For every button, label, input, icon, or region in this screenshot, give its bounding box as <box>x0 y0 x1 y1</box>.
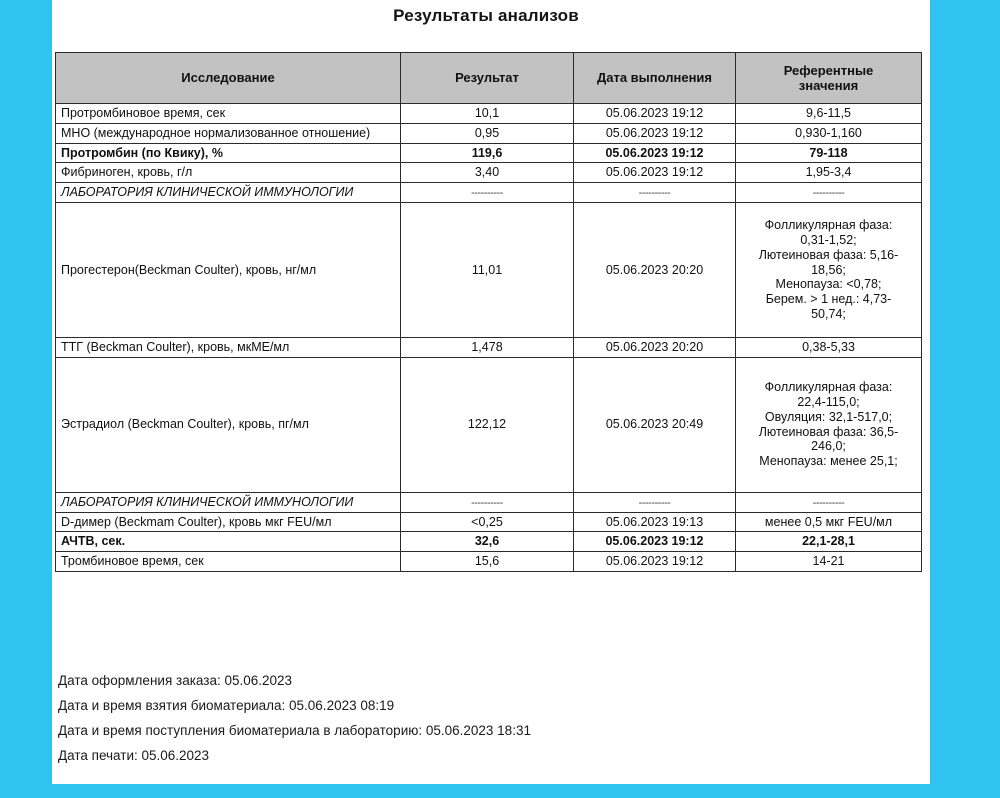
cell-study-name: ЛАБОРАТОРИЯ КЛИНИЧЕСКОЙ ИММУНОЛОГИИ <box>56 492 401 512</box>
cell-reference-values: 22,1-28,1 <box>736 532 922 552</box>
reference-line: 22,4-115,0; <box>797 395 860 410</box>
cell-result-value: 32,6 <box>401 532 574 552</box>
dashed-placeholder: ---------- <box>812 496 845 509</box>
dashed-placeholder: ---------- <box>812 187 845 199</box>
cell-study-name: Протромбиновое время, сек <box>56 104 401 124</box>
document-footer <box>56 670 928 769</box>
cell-study-name: АЧТВ, сек. <box>56 532 401 552</box>
column-header-reference <box>736 53 922 104</box>
cell-reference-values: 14-21 <box>736 552 922 572</box>
cell-study-name: Тромбиновое время, сек <box>56 552 401 572</box>
column-header-reference-line1: Референтные <box>783 62 874 78</box>
cell-reference-values <box>736 492 922 512</box>
cell-reference-values <box>736 202 922 337</box>
cell-result-value <box>401 183 574 203</box>
footer-line: Дата и время взятия биоматериала: 05.06.2023 08:19 <box>58 697 395 713</box>
table-row <box>56 104 922 124</box>
reference-line: Берем. > 1 нед.: 4,73- <box>765 292 892 307</box>
cell-result-value: 122,12 <box>401 357 574 492</box>
table-row <box>56 337 922 357</box>
page-title: Результаты анализов <box>393 6 579 25</box>
cell-study-name: Фибриноген, кровь, г/л <box>56 163 401 183</box>
cell-completion-date: 05.06.2023 19:12 <box>574 163 736 183</box>
reference-line: Менопауза: менее 25,1; <box>759 454 898 469</box>
cell-completion-date <box>574 492 736 512</box>
cell-result-value: 11,01 <box>401 202 574 337</box>
reference-line: 18,56; <box>811 262 846 277</box>
footer-line: Дата оформления заказа: 05.06.2023 <box>58 673 293 688</box>
cell-reference-values: 1,95-3,4 <box>736 163 922 183</box>
cell-completion-date <box>574 183 736 203</box>
reference-line: Фолликулярная фаза: <box>764 380 893 395</box>
cell-reference-values: 0,38-5,33 <box>736 337 922 357</box>
cell-result-value <box>401 492 574 512</box>
cell-reference-values: 79-118 <box>736 143 922 163</box>
reference-line: 50,74; <box>811 306 846 321</box>
dashed-placeholder: ---------- <box>471 187 503 199</box>
cell-completion-date: 05.06.2023 19:12 <box>574 104 736 124</box>
footer-line: Дата и время поступления биоматериала в лабораторию: 05.06.2023 18:31 <box>58 722 531 738</box>
cell-completion-date: 05.06.2023 20:49 <box>574 357 736 492</box>
column-header-result: Результат <box>401 53 574 104</box>
column-header-study: Исследование <box>56 53 401 104</box>
table-row <box>56 183 922 203</box>
cell-completion-date: 05.06.2023 19:12 <box>574 143 736 163</box>
cell-result-value: 0,95 <box>401 123 574 143</box>
cell-study-name: D-димер (Beckmam Coulter), кровь мкг FEU/мл <box>56 512 401 532</box>
cell-result-value: 15,6 <box>401 552 574 572</box>
cell-result-value: 119,6 <box>401 143 574 163</box>
dashed-placeholder: ---------- <box>638 496 671 509</box>
reference-line: 246,0; <box>811 439 846 454</box>
dashed-placeholder: ---------- <box>638 187 671 199</box>
table-row <box>56 123 922 143</box>
table-row <box>56 552 922 572</box>
results-table-container <box>55 52 921 572</box>
cell-completion-date: 05.06.2023 19:12 <box>574 552 736 572</box>
cell-result-value: <0,25 <box>401 512 574 532</box>
cell-result-value: 10,1 <box>401 104 574 124</box>
column-header-reference-line2: значения <box>798 78 859 93</box>
cell-completion-date: 05.06.2023 19:13 <box>574 512 736 532</box>
table-row <box>56 143 922 163</box>
reference-line: Лютеиновая фаза: 36,5- <box>758 424 899 439</box>
cell-reference-values <box>736 183 922 203</box>
dashed-placeholder: ---------- <box>471 496 503 509</box>
cell-result-value: 1,478 <box>401 337 574 357</box>
cell-study-name: ТТГ (Beckman Coulter), кровь, мкМЕ/мл <box>56 337 401 357</box>
cell-reference-values: 0,930-1,160 <box>736 123 922 143</box>
cell-completion-date: 05.06.2023 20:20 <box>574 337 736 357</box>
reference-line: Менопауза: <0,78; <box>775 277 882 292</box>
cell-completion-date: 05.06.2023 20:20 <box>574 202 736 337</box>
table-row <box>56 202 922 337</box>
cell-study-name: ЛАБОРАТОРИЯ КЛИНИЧЕСКОЙ ИММУНОЛОГИИ <box>56 183 401 203</box>
cell-study-name: Эстрадиол (Beckman Coulter), кровь, пг/мл <box>56 357 401 492</box>
reference-line: 0,31-1,52; <box>800 233 857 248</box>
reference-line: Фолликулярная фаза: <box>764 218 893 233</box>
table-row <box>56 163 922 183</box>
reference-line: Лютеиновая фаза: 5,16- <box>758 247 899 262</box>
cell-result-value: 3,40 <box>401 163 574 183</box>
table-body <box>56 104 922 572</box>
cell-study-name: МНО (международное нормализованное отношение) <box>56 123 401 143</box>
column-header-date: Дата выполнения <box>574 53 736 104</box>
table-header-row <box>56 53 922 104</box>
reference-line: Овуляция: 32,1-517,0; <box>764 409 893 424</box>
table-row <box>56 492 922 512</box>
cell-reference-values: 9,6-11,5 <box>736 104 922 124</box>
footer-line: Дата печати: 05.06.2023 <box>58 747 210 763</box>
table-row <box>56 512 922 532</box>
cell-study-name: Прогестерон(Beckman Coulter), кровь, нг/мл <box>56 202 401 337</box>
table-row <box>56 532 922 552</box>
document-page <box>52 0 930 784</box>
cell-reference-values: менее 0,5 мкг FEU/мл <box>736 512 922 532</box>
cell-completion-date: 05.06.2023 19:12 <box>574 532 736 552</box>
table-row <box>56 357 922 492</box>
lab-results-table <box>55 52 922 572</box>
table-header <box>56 53 922 104</box>
cell-study-name: Протромбин (по Квику), % <box>56 143 401 163</box>
cell-completion-date: 05.06.2023 19:12 <box>574 123 736 143</box>
cell-reference-values <box>736 357 922 492</box>
